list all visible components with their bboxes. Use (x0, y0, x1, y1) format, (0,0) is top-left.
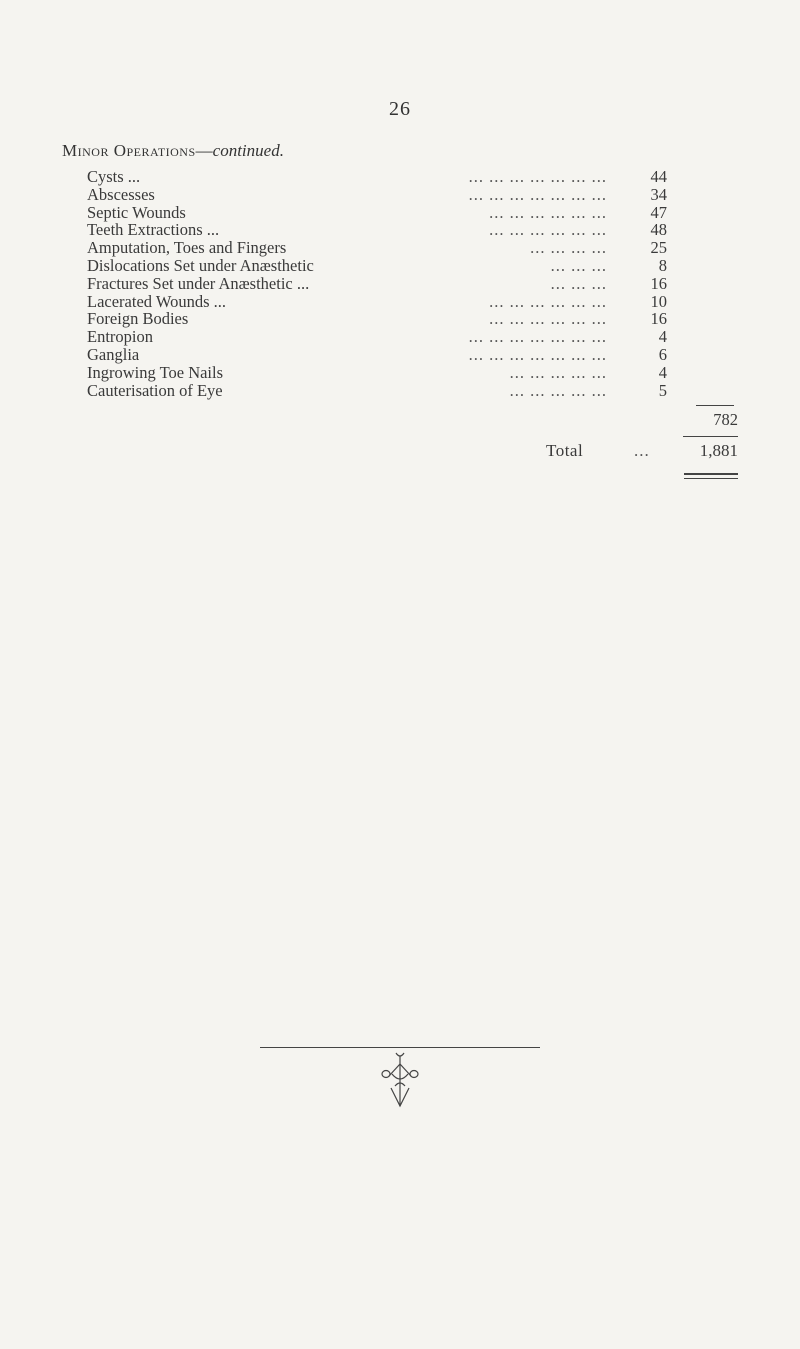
item-count: 4 (658, 327, 667, 347)
item-count: 10 (650, 291, 667, 311)
item-count: 5 (658, 380, 667, 400)
list-item (87, 310, 667, 328)
item-label: Foreign Bodies (87, 309, 189, 329)
section-title (62, 141, 284, 161)
item-label: Amputation, Toes and Fingers (87, 238, 287, 258)
item-count: 8 (658, 255, 667, 275)
end-rule (260, 1047, 540, 1048)
item-label: Cysts ... (87, 167, 141, 186)
item-label: Entropion (87, 327, 153, 347)
item-count: 44 (650, 167, 667, 186)
leader-dots: ... ... ... ... ... ... (489, 309, 607, 329)
leader-dots: ... ... ... ... ... ... ... (468, 184, 607, 204)
leader-dots: ... ... ... ... ... ... ... (468, 344, 607, 364)
item-count: 16 (650, 309, 667, 329)
item-label: Septic Wounds (87, 202, 186, 222)
subtotal-rule (696, 405, 734, 406)
item-count: 6 (658, 344, 667, 364)
leader-dots: ... ... ... ... ... (509, 380, 607, 400)
item-label: Ingrowing Toe Nails (87, 362, 224, 382)
leader-dots: ... ... ... ... ... ... ... (468, 167, 607, 186)
item-count: 16 (650, 273, 667, 293)
item-label: Dislocations Set under Anæsthetic (87, 255, 314, 275)
leader-dots: ... ... ... ... ... ... (489, 291, 607, 311)
item-label: Ganglia (87, 344, 140, 364)
item-count: 4 (658, 362, 667, 382)
item-count: 34 (650, 184, 667, 204)
section-continued: continued. (212, 141, 284, 160)
list-item (87, 204, 667, 222)
total-leader-dots: ... (634, 441, 650, 460)
leader-dots: ... ... ... ... (530, 238, 607, 258)
item-label: Abscesses (87, 184, 155, 204)
page-number: 26 (389, 98, 411, 120)
leader-dots: ... ... ... ... ... ... ... (468, 327, 607, 347)
leader-dots: ... ... ... (550, 273, 607, 293)
list-item (87, 221, 667, 239)
item-label: Cauterisation of Eye (87, 380, 223, 400)
list-item (87, 275, 667, 293)
total-value: 1,881 (699, 441, 738, 460)
list-item (87, 328, 667, 346)
operations-list (87, 168, 667, 399)
leader-dots: ... ... ... ... ... ... (489, 220, 607, 240)
list-item (87, 364, 667, 382)
list-item (87, 168, 667, 186)
subtotal-value: 782 (713, 410, 738, 429)
list-item (87, 186, 667, 204)
item-count: 47 (650, 202, 667, 222)
list-item (87, 239, 667, 257)
item-count: 25 (650, 238, 667, 258)
item-label: Teeth Extractions ... (87, 220, 220, 240)
item-label: Lacerated Wounds ... (87, 291, 227, 311)
leader-dots: ... ... ... ... ... (509, 362, 607, 382)
item-label: Fractures Set under Anæsthetic ... (87, 273, 310, 293)
leader-dots: ... ... ... (550, 255, 607, 275)
total-double-rule (684, 473, 738, 479)
list-item (87, 382, 667, 400)
section-separator: — (195, 141, 213, 160)
printers-ornament-icon (376, 1050, 424, 1108)
list-item (87, 293, 667, 311)
list-item (87, 346, 667, 364)
list-item (87, 257, 667, 275)
item-count: 48 (650, 220, 667, 240)
leader-dots: ... ... ... ... ... ... (489, 202, 607, 222)
total-label: Total (546, 441, 584, 460)
total-rule (683, 436, 738, 437)
section-title-text: Minor Operations (62, 141, 196, 160)
